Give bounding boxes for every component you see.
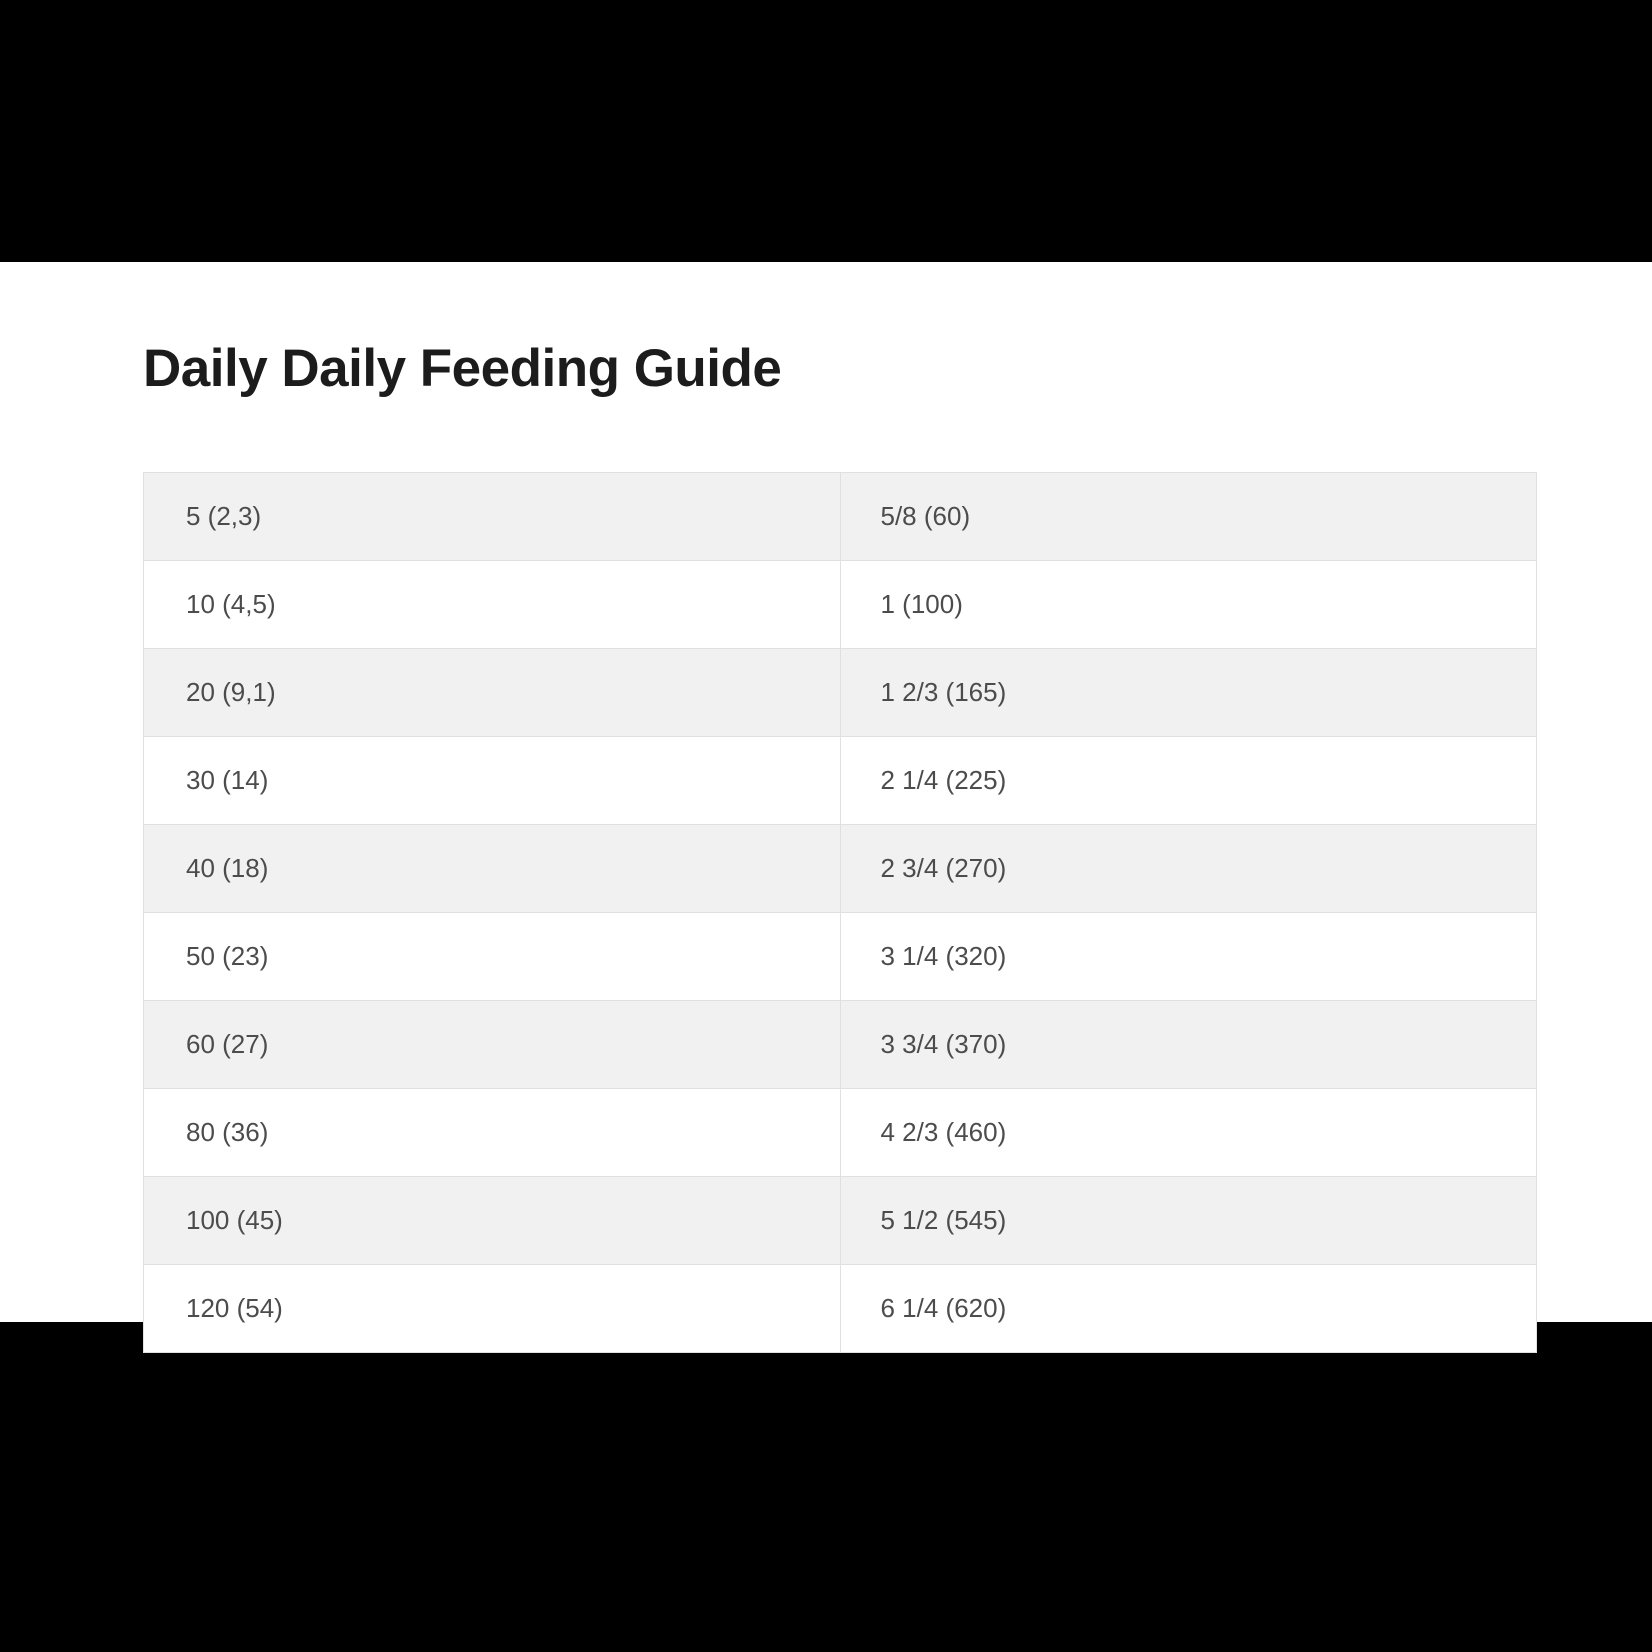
cell-weight: 40 (18) — [144, 824, 841, 912]
table-row — [144, 1000, 1537, 1088]
cell-amount: 5 1/2 (545) — [840, 1176, 1537, 1264]
cell-amount: 5/8 (60) — [840, 472, 1537, 560]
cell-amount: 6 1/4 (620) — [840, 1264, 1537, 1352]
table-row — [144, 912, 1537, 1000]
cell-weight: 10 (4,5) — [144, 560, 841, 648]
cell-amount: 2 3/4 (270) — [840, 824, 1537, 912]
cell-amount: 3 1/4 (320) — [840, 912, 1537, 1000]
document-page — [0, 262, 1652, 1322]
cell-amount: 1 (100) — [840, 560, 1537, 648]
cell-weight: 120 (54) — [144, 1264, 841, 1352]
table-row — [144, 824, 1537, 912]
cell-weight: 100 (45) — [144, 1176, 841, 1264]
cell-weight: 50 (23) — [144, 912, 841, 1000]
table-row — [144, 1176, 1537, 1264]
table-row — [144, 648, 1537, 736]
cell-weight: 80 (36) — [144, 1088, 841, 1176]
table-row — [144, 736, 1537, 824]
cell-weight: 30 (14) — [144, 736, 841, 824]
cell-weight: 60 (27) — [144, 1000, 841, 1088]
cell-weight: 5 (2,3) — [144, 472, 841, 560]
cell-weight: 20 (9,1) — [144, 648, 841, 736]
page-content — [143, 262, 1537, 1353]
table-row — [144, 1264, 1537, 1352]
table-row — [144, 472, 1537, 560]
table-row — [144, 1088, 1537, 1176]
feeding-guide-table-body — [144, 472, 1537, 1352]
table-row — [144, 560, 1537, 648]
cell-amount: 4 2/3 (460) — [840, 1088, 1537, 1176]
cell-amount: 1 2/3 (165) — [840, 648, 1537, 736]
page-title: Daily Daily Feeding Guide — [143, 339, 782, 398]
cell-amount: 3 3/4 (370) — [840, 1000, 1537, 1088]
cell-amount: 2 1/4 (225) — [840, 736, 1537, 824]
feeding-guide-table — [143, 472, 1537, 1353]
